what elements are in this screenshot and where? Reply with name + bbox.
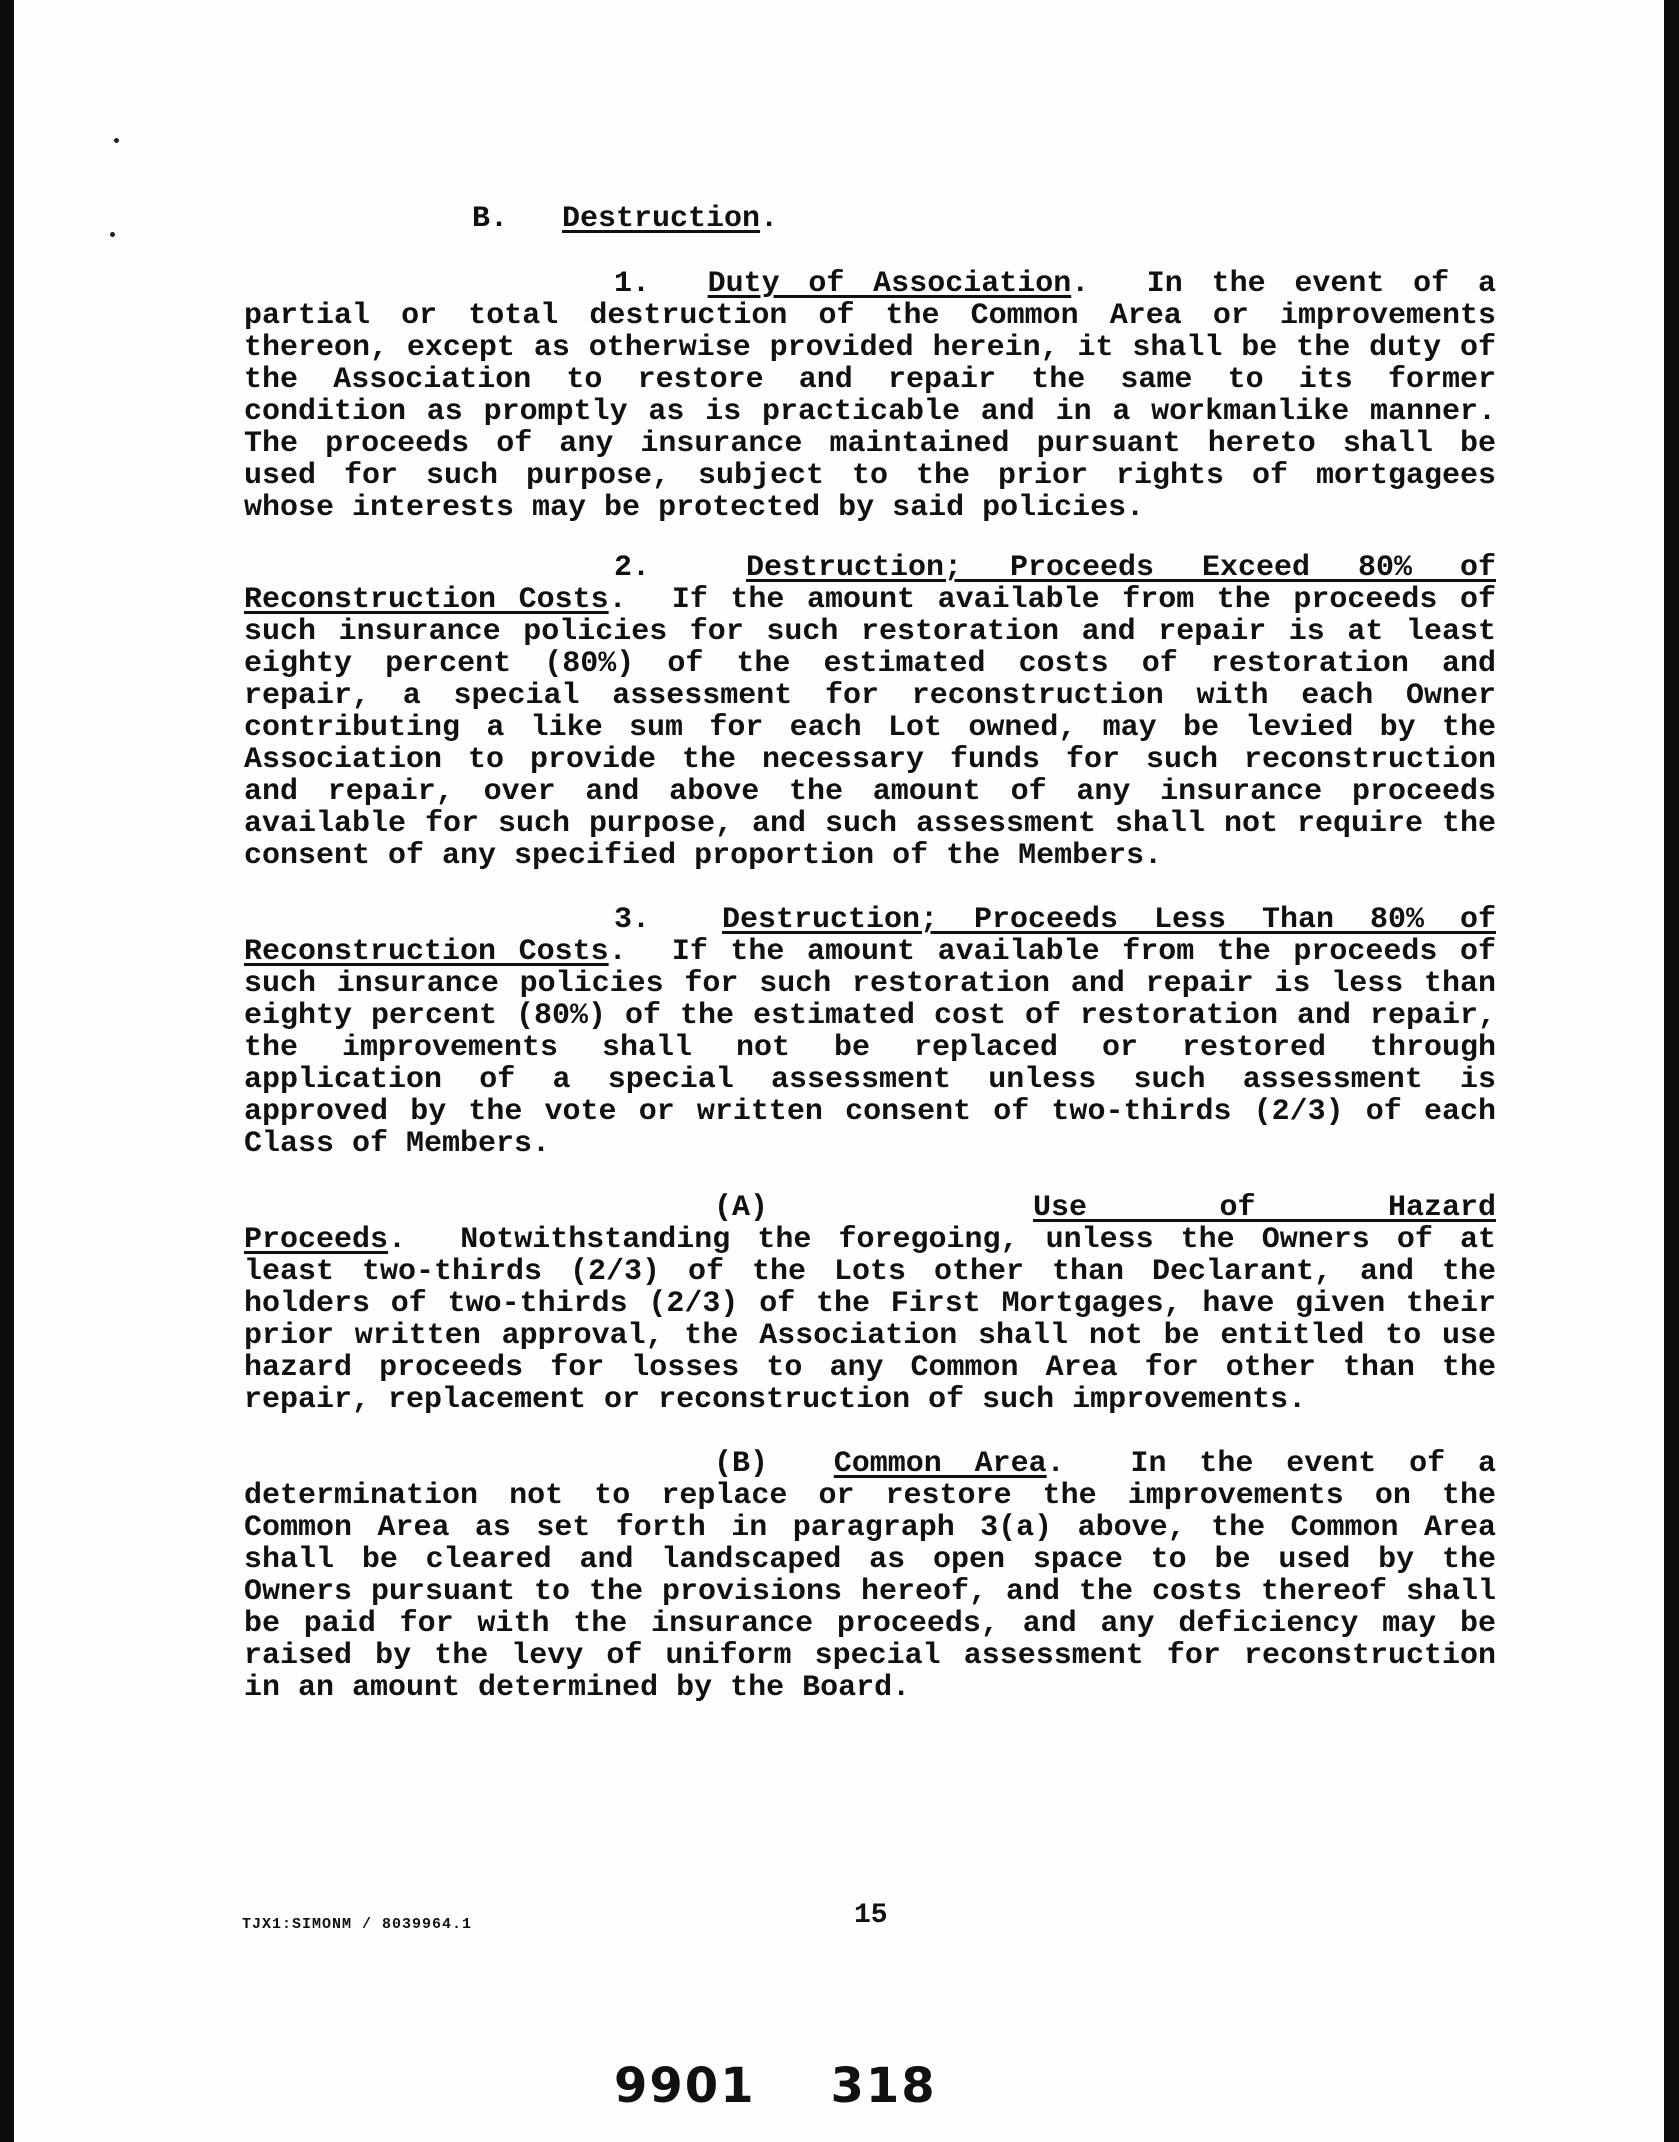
section-letter: B. (472, 202, 509, 236)
paragraph-1: 1. Duty of Association. In the event of a partial or total destruction of the Common Area or improvements thereon, except as otherwise provided herein, it shall be the duty of the Association to restore and repair the same to its former condition as promptly as is practicable and in a workmanlike manner. The proceeds of any insurance maintained pursuant hereto shall be used for such purpose, subject to the prior rights of mortgagees whose interests may be protected by said policies. (244, 267, 1496, 525)
paragraph-number: (B) (714, 1447, 769, 1481)
section-title: Destruction (562, 202, 761, 236)
stamp-number-left: 9901 (614, 2058, 756, 2114)
paragraph-heading: Destruction; Proceeds Less Than 80% of Reconstruction Costs (244, 903, 1496, 969)
paragraph-text: In the event of a determination not to replace or restore the improvements on the Common Area as set forth in paragraph 3(a) above, the Common Area shall be cleared and landscaped as open space to be used by the Owners pursuant to the provisions hereof, and the costs thereof shall be paid for with the insurance proceeds, and any deficiency may be raised by the levy of uniform special assessment for reconstruction in an amount determined by the Board. (244, 1447, 1496, 1705)
recording-stamp (614, 2058, 937, 2114)
stamp-number-right: 318 (830, 2058, 937, 2114)
paragraph-text: In the event of a partial or total destruction of the Common Area or improvements thereon, except as otherwise provided herein, it shall be the duty of the Association to restore and repair the same to its former condition as promptly as is practicable and in a workmanlike manner. The proceeds of any insurance maintained pursuant hereto shall be used for such purpose, subject to the prior rights of mortgagees whose interests may be protected by said policies. (244, 267, 1496, 525)
section-heading: B. Destruction. (472, 202, 779, 236)
paragraph-number: (A) (714, 1191, 769, 1225)
paragraph-text: If the amount available from the proceeds of such insurance policies for such restoration and repair is less than eighty percent (80%) of the estimated cost of restoration and repair, the improvements shall not be replaced or restored through application of a special assessment unless such assessment is approved by the vote or written consent of two-thirds (2/3) of each Class of Members. (244, 935, 1496, 1161)
paragraph-heading: Destruction; Proceeds Exceed 80% of Reconstruction Costs (244, 551, 1496, 617)
scan-speck (110, 232, 115, 237)
paragraph-number: 1. (614, 267, 651, 301)
paragraph-number: 3. (614, 903, 651, 937)
document-page (14, 0, 1664, 2142)
paragraph-heading: Common Area (833, 1447, 1047, 1481)
paragraph-text: If the amount available from the proceeds of such insurance policies for such restoration and repair is at least eighty percent (80%) of the estimated costs of restoration and repair, a special assessment for reconstruction with each Owner contributing a like sum for each Lot owned, may be levied by the Association to provide the necessary funds for such reconstruction and repair, over and above the amount of any insurance proceeds available for such purpose, and such assessment shall not require the consent of any specified proportion of the Members. (244, 583, 1496, 873)
paragraph-number: 2. (614, 551, 651, 585)
paragraph-2: 2. Destruction; Proceeds Exceed 80% of Reconstruction Costs. If the amount available from the proceeds of such insurance policies for such restoration and repair is at least eighty percent (80%) of the estimated costs of restoration and repair, a special assessment for reconstruction with each Owner contributing a like sum for each Lot owned, may be levied by the Association to provide the necessary funds for such reconstruction and repair, over and above the amount of any insurance proceeds available for such purpose, and such assessment shall not require the consent of any specified proportion of the Members. (244, 551, 1496, 873)
document-reference: TJX1:SIMONM / 8039964.1 (242, 1916, 473, 1933)
paragraph-3: 3. Destruction; Proceeds Less Than 80% of Reconstruction Costs. If the amount available from the proceeds of such insurance policies for such restoration and repair is less than eighty percent (80%) of the estimated cost of restoration and repair, the improvements shall not be replaced or restored through application of a special assessment unless such assessment is approved by the vote or written consent of two-thirds (2/3) of each Class of Members. (244, 903, 1496, 1161)
paragraph-text: Notwithstanding the foregoing, unless the Owners of at least two-thirds (2/3) of the Lots other than Declarant, and the holders of two-thirds (2/3) of the First Mortgages, have given their prior written approval, the Association shall not be entitled to use hazard proceeds for losses to any Common Area for other than the repair, replacement or reconstruction of such improvements. (244, 1223, 1496, 1417)
paragraph-3b: (B) Common Area. In the event of a determination not to replace or restore the improvements on the Common Area as set forth in paragraph 3(a) above, the Common Area shall be cleared and landscaped as open space to be used by the Owners pursuant to the provisions hereof, and the costs thereof shall be paid for with the insurance proceeds, and any deficiency may be raised by the levy of uniform special assessment for reconstruction in an amount determined by the Board. (244, 1447, 1496, 1705)
scan-speck (114, 138, 119, 143)
paragraph-heading: Use of Hazard Proceeds (244, 1191, 1496, 1257)
paragraph-heading: Duty of Association (707, 267, 1072, 301)
page-number: 15 (854, 1900, 888, 1931)
paragraph-3a: (A) Use of Hazard Proceeds. Notwithstanding the foregoing, unless the Owners of at least two-thirds (2/3) of the Lots other than Declarant, and the holders of two-thirds (2/3) of the First Mortgages, have given their prior written approval, the Association shall not be entitled to use hazard proceeds for losses to any Common Area for other than the repair, replacement or reconstruction of such improvements. (244, 1191, 1496, 1417)
